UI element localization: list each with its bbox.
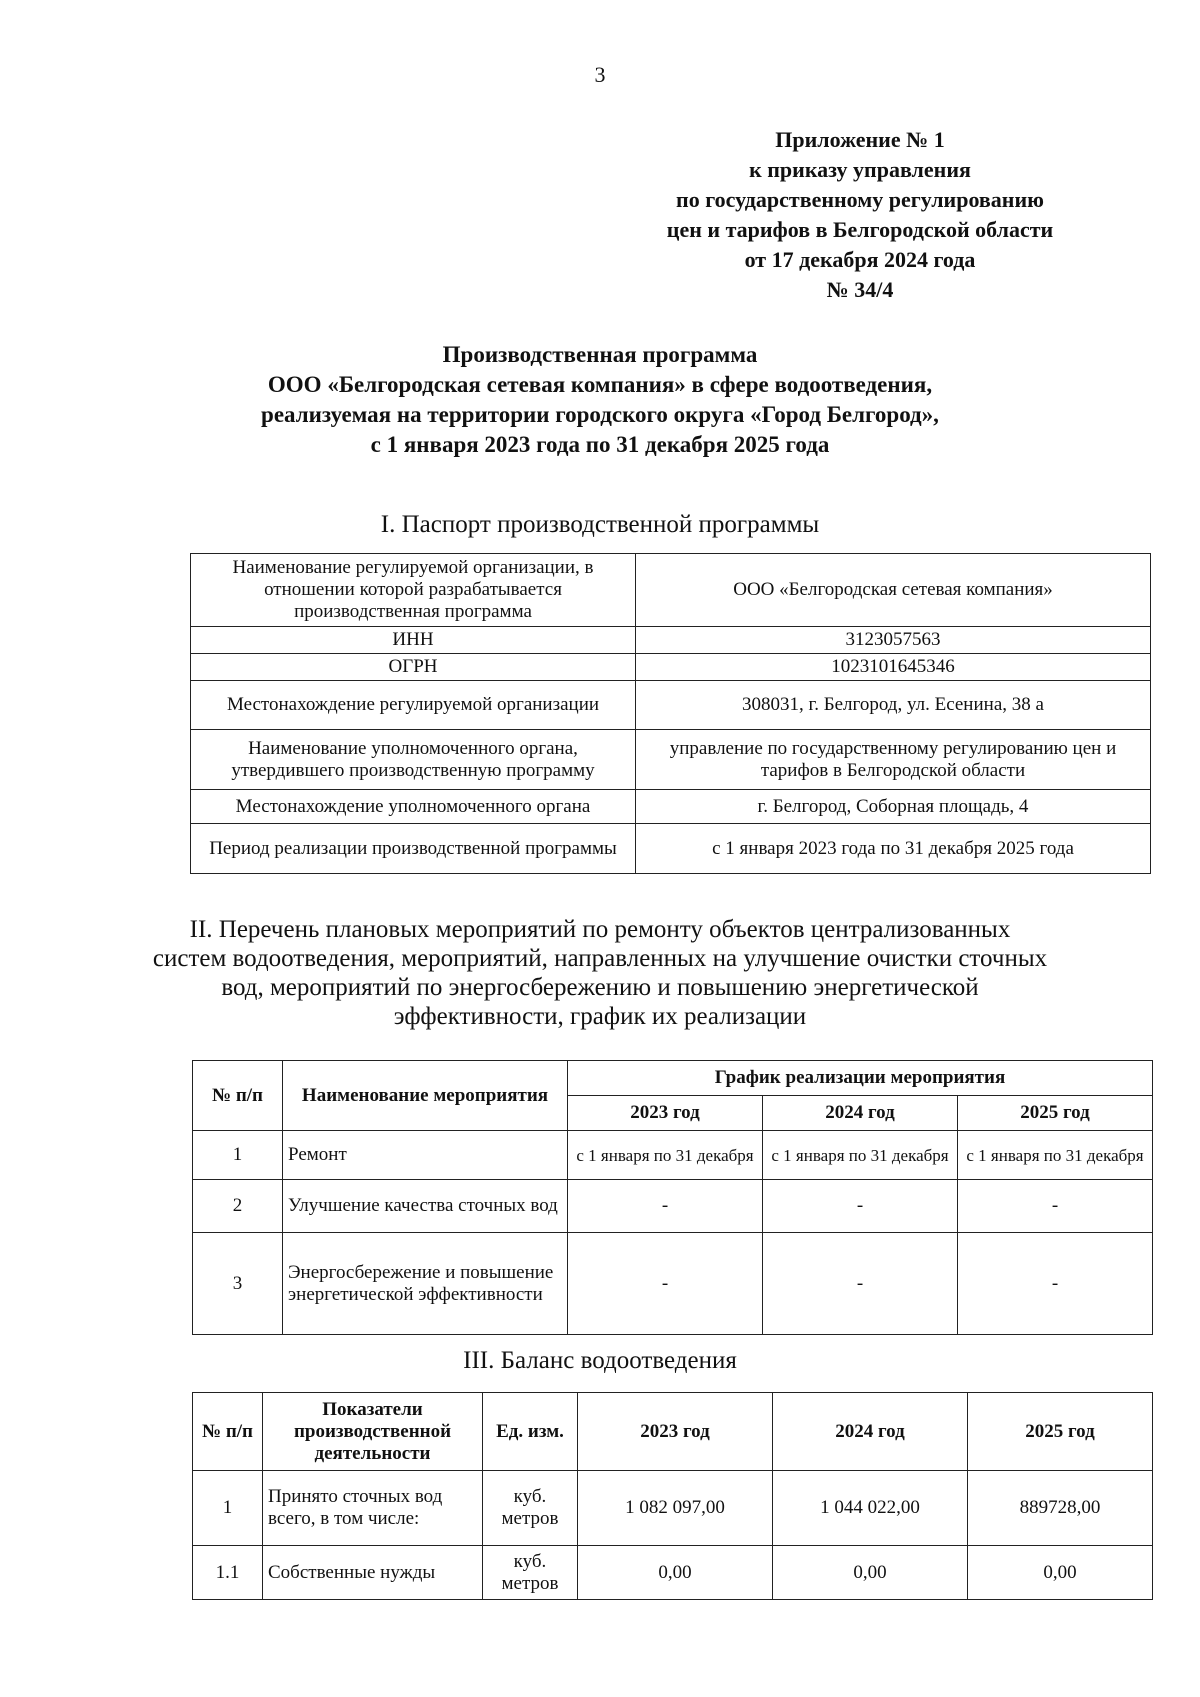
page-number: 3: [594, 62, 606, 87]
title-line: с 1 января 2023 года по 31 декабря 2025 года: [370, 432, 830, 457]
row-num: 3: [193, 1233, 283, 1335]
value-cell: 1 082 097,00: [578, 1471, 773, 1546]
table-row: [191, 681, 1151, 730]
activity-name: Улучшение качества сточных вод: [283, 1180, 568, 1233]
passport-value: с 1 января 2023 года по 31 декабря 2025 года: [636, 824, 1151, 874]
schedule-cell: с 1 января по 31 декабря: [568, 1131, 763, 1180]
appendix-header: [600, 125, 1120, 305]
indicator-name: Собственные нужды: [263, 1546, 483, 1600]
appendix-line: по государственному регулированию: [676, 187, 1044, 212]
section3-heading: III. Баланс водоотведения: [463, 1347, 737, 1374]
schedule-cell: -: [568, 1180, 763, 1233]
col-unit-header: Ед. изм.: [483, 1393, 578, 1471]
unit-cell: куб. метров: [483, 1471, 578, 1546]
activities-table: [192, 1060, 1153, 1335]
col-num-header: № п/п: [193, 1393, 263, 1471]
table-row: [191, 654, 1151, 681]
table-row: [191, 790, 1151, 824]
passport-label: Наименование регулируемой организации, в отношении которой разрабатывается производственная программа: [191, 554, 636, 627]
title-line: ООО «Белгородская сетевая компания» в сфере водоотведения,: [267, 372, 933, 397]
passport-value: ООО «Белгородская сетевая компания»: [636, 554, 1151, 627]
row-num: 1: [193, 1131, 283, 1180]
table-row: [191, 627, 1151, 654]
row-num: 1.1: [193, 1546, 263, 1600]
table-header-row: [193, 1393, 1153, 1471]
section2-heading-line: II. Перечень плановых мероприятий по ремонту объектов централизованных: [189, 916, 1011, 943]
passport-value: 308031, г. Белгород, ул. Есенина, 38 а: [636, 681, 1151, 730]
year-header: 2023 год: [568, 1096, 763, 1131]
passport-label: ИНН: [191, 627, 636, 654]
col-num-header: № п/п: [193, 1061, 283, 1131]
table-row: [193, 1471, 1153, 1546]
appendix-line: № 34/4: [826, 277, 894, 302]
activity-name: Ремонт: [283, 1131, 568, 1180]
appendix-line: Приложение № 1: [775, 127, 945, 152]
schedule-cell: с 1 января по 31 декабря: [958, 1131, 1153, 1180]
table-row: [191, 730, 1151, 790]
passport-value: управление по государственному регулированию цен и тарифов в Белгородской области: [636, 730, 1151, 790]
schedule-cell: с 1 января по 31 декабря: [763, 1131, 958, 1180]
table-row: [191, 554, 1151, 627]
schedule-cell: -: [568, 1233, 763, 1335]
table-row: [193, 1180, 1153, 1233]
year-header: 2025 год: [968, 1393, 1153, 1471]
section1-heading: I. Паспорт производственной программы: [380, 511, 820, 538]
col-name-header: Наименование мероприятия: [283, 1061, 568, 1131]
passport-label: Наименование уполномоченного органа, утвердившего производственную программу: [191, 730, 636, 790]
balance-table: [192, 1392, 1153, 1600]
activity-name: Энергосбережение и повышение энергетической эффективности: [283, 1233, 568, 1335]
value-cell: 0,00: [578, 1546, 773, 1600]
table-row: [191, 824, 1151, 874]
section2-heading-line: систем водоотведения, мероприятий, направленных на улучшение очистки сточных: [152, 945, 1048, 972]
appendix-line: к приказу управления: [749, 157, 971, 182]
value-cell: 0,00: [773, 1546, 968, 1600]
unit-cell: куб. метров: [483, 1546, 578, 1600]
schedule-cell: -: [763, 1180, 958, 1233]
appendix-line: цен и тарифов в Белгородской области: [666, 217, 1054, 242]
passport-value: 1023101645346: [636, 654, 1151, 681]
col-indicator-header: Показатели производственной деятельности: [263, 1393, 483, 1471]
table-row: [193, 1233, 1153, 1335]
passport-table: [190, 553, 1151, 874]
year-header: 2025 год: [958, 1096, 1153, 1131]
table-row: [193, 1131, 1153, 1180]
section2-heading-line: эффективности, график их реализации: [393, 1003, 807, 1030]
value-cell: 0,00: [968, 1546, 1153, 1600]
passport-label: Местонахождение уполномоченного органа: [191, 790, 636, 824]
year-header: 2024 год: [773, 1393, 968, 1471]
passport-value: 3123057563: [636, 627, 1151, 654]
col-schedule-header: График реализации мероприятия: [568, 1061, 1153, 1096]
value-cell: 889728,00: [968, 1471, 1153, 1546]
passport-label: Местонахождение регулируемой организации: [191, 681, 636, 730]
row-num: 1: [193, 1471, 263, 1546]
row-num: 2: [193, 1180, 283, 1233]
appendix-line: от 17 декабря 2024 года: [744, 247, 976, 272]
section2-heading-line: вод, мероприятий по энергосбережению и повышению энергетической: [221, 974, 979, 1001]
value-cell: 1 044 022,00: [773, 1471, 968, 1546]
title-line: реализуемая на территории городского округа «Город Белгород»,: [261, 402, 939, 427]
section2-heading: [0, 915, 1200, 1031]
table-header-row: [193, 1061, 1153, 1096]
passport-label: Период реализации производственной программы: [191, 824, 636, 874]
schedule-cell: -: [958, 1180, 1153, 1233]
passport-label: ОГРН: [191, 654, 636, 681]
table-row: [193, 1546, 1153, 1600]
schedule-cell: -: [763, 1233, 958, 1335]
year-header: 2023 год: [578, 1393, 773, 1471]
passport-value: г. Белгород, Соборная площадь, 4: [636, 790, 1151, 824]
title-line: Производственная программа: [442, 342, 758, 367]
document-title: [150, 340, 1050, 460]
schedule-cell: -: [958, 1233, 1153, 1335]
year-header: 2024 год: [763, 1096, 958, 1131]
indicator-name: Принято сточных вод всего, в том числе:: [263, 1471, 483, 1546]
